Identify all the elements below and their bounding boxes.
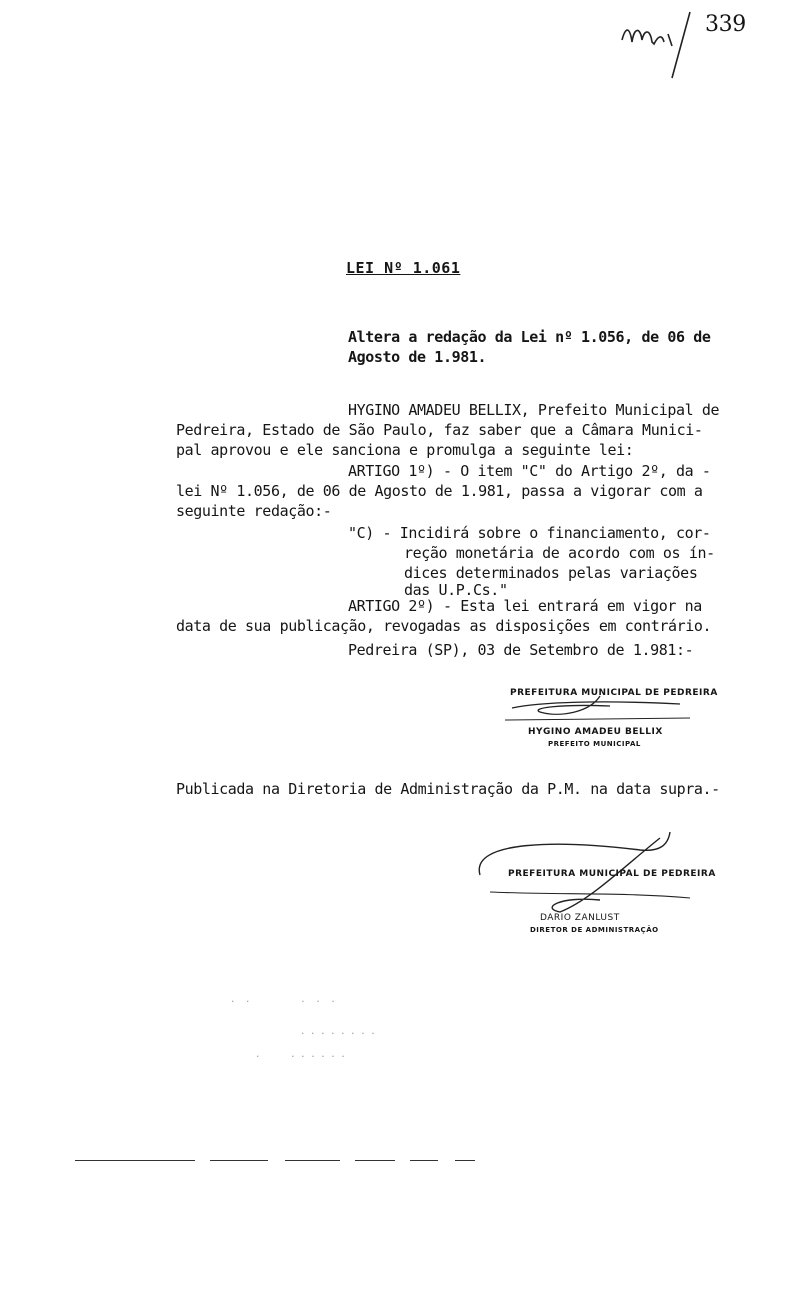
summary-line-1: Altera a redação da Lei nº 1.056, de 06 de [348, 328, 711, 346]
mayor-stamp-role: PREFEITO MUNICIPAL [548, 740, 641, 748]
bottom-rule-segment [355, 1160, 395, 1161]
faint-mark-1: . . . . . [230, 995, 336, 1005]
page-number: 339 [705, 12, 746, 37]
item-c-line-2: reção monetária de acordo com os ín- [404, 544, 715, 562]
director-stamp-role: DIRETOR DE ADMINISTRAÇÃO [530, 926, 659, 934]
director-stamp-name: DARIO ZANLUST [540, 913, 620, 923]
faint-mark-3: . . . . . . . [255, 1050, 346, 1060]
preamble-line-1: HYGINO AMADEU BELLIX, Prefeito Municipal de [348, 401, 720, 419]
item-c-line-3: dices determinados pelas variações [404, 564, 698, 582]
preamble-line-2: Pedreira, Estado de São Paulo, faz saber que a Câmara Munici- [176, 421, 703, 439]
item-c-line-1: "C) - Incidirá sobre o financiamento, cor- [348, 524, 711, 542]
article-1-line-1: ARTIGO 1º) - O item "C" do Artigo 2º, da - [348, 462, 711, 480]
mayor-stamp-name: HYGINO AMADEU BELLIX [528, 727, 663, 737]
article-1-line-2: lei Nº 1.056, de 06 de Agosto de 1.981, passa a vigorar com a [176, 482, 703, 500]
item-c-line-4: das U.P.Cs." [404, 581, 508, 599]
director-stamp-office: PREFEITURA MUNICIPAL DE PEDREIRA [508, 869, 716, 879]
bottom-rule-segment [455, 1160, 475, 1161]
bottom-rule-segment [285, 1160, 340, 1161]
bottom-rule-segment [210, 1160, 268, 1161]
article-2-line-2: data de sua publicação, revogadas as disposições em contrário. [176, 617, 712, 635]
publication-line: Publicada na Diretoria de Administração da P.M. na data supra.- [176, 780, 720, 798]
preamble-line-3: pal aprovou e ele sanciona e promulga a seguinte lei: [176, 441, 634, 459]
bottom-rule-segment [410, 1160, 438, 1161]
bottom-rule-segment [75, 1160, 195, 1161]
article-1-line-3: seguinte redação:- [176, 502, 332, 520]
mayor-stamp-office: PREFEITURA MUNICIPAL DE PEDREIRA [510, 688, 718, 698]
article-2-line-1: ARTIGO 2º) - Esta lei entrará em vigor na [348, 597, 702, 615]
summary-line-2: Agosto de 1.981. [348, 348, 487, 366]
law-title: LEI Nº 1.061 [346, 259, 461, 277]
faint-mark-2: . . . . . . . . [300, 1027, 376, 1037]
date-line: Pedreira (SP), 03 de Setembro de 1.981:- [348, 641, 694, 659]
